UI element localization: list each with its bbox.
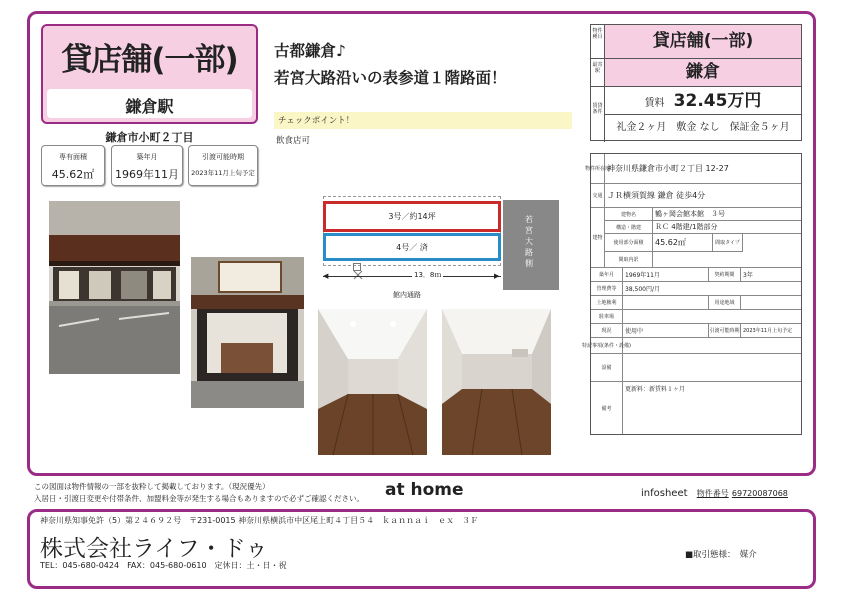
rent-value: 32.45万円 xyxy=(673,91,762,111)
row-special xyxy=(582,338,801,354)
stat-handover-value: 2023年11月上旬予定 xyxy=(191,169,255,177)
catchcopy xyxy=(274,38,574,92)
photo-entrance xyxy=(191,257,304,408)
row-parking xyxy=(591,310,801,324)
row-remarks xyxy=(591,382,801,434)
unit4-label: 4号／ 済 xyxy=(396,243,428,252)
layout-label: 間取タイプ xyxy=(713,234,743,252)
location-label: 物件所在地 xyxy=(591,154,605,183)
summary-station: 鎌倉 xyxy=(605,59,801,87)
building-label: 建物 xyxy=(591,208,605,267)
details-table xyxy=(582,153,802,435)
name-label: 建物名 xyxy=(605,208,653,221)
summary-terms: 礼金２ヶ月 敷金 なし 保証金５ヶ月 xyxy=(616,122,790,133)
photo-interior-2 xyxy=(442,309,551,455)
built-value: 1969年11月 xyxy=(623,268,709,281)
floorplan-unit4 xyxy=(323,233,501,261)
arrow-right-icon: ▶ xyxy=(494,272,500,280)
disclaimer-line1: この図面は物件情報の一部を抜粋して掲載しております。（現況優先） xyxy=(34,482,270,491)
status-label: 現況 xyxy=(591,324,623,337)
transaction-mode: ■取引態様： 媒介 xyxy=(685,550,757,560)
passage-label: 館内通路 xyxy=(393,291,421,299)
row-building xyxy=(591,208,801,268)
company-contact: TEL：045-680-0424 FAX：045-680-0610 定休日：土・日・祝 xyxy=(40,561,287,570)
stat-handover xyxy=(188,145,258,186)
disclaimer-line2: 入居日・引渡日変更や付帯条件、加盟料金等が発生する場合もありますので必ずご確認ください。 xyxy=(34,494,364,503)
stat-area xyxy=(41,145,105,186)
stat-handover-label: 引渡可能時期 xyxy=(202,153,244,161)
row-location xyxy=(585,154,801,184)
property-number-label: 物件番号 xyxy=(696,489,729,498)
summary-box xyxy=(590,24,802,141)
address-short: 鎌倉市小町２丁目 xyxy=(105,131,194,144)
property-type-title: 貸店舗(一部) xyxy=(61,42,238,78)
area-label: 使用部分面積 xyxy=(605,234,653,252)
infosheet-ref xyxy=(641,488,788,499)
built-label: 築年月 xyxy=(591,268,623,281)
unit3-label: 3号／約14坪 xyxy=(388,212,436,221)
mgmt-value: 38,500円/月 xyxy=(625,286,661,293)
summary-type: 貸店舗(一部) xyxy=(605,25,801,59)
company-name: 株式会社ライフ・ドゥ xyxy=(40,536,269,562)
zoning-label: 用途地域 xyxy=(709,296,741,309)
features-label: 間取内訳 xyxy=(605,252,653,267)
catchcopy-line1: 古都鎌倉♪ xyxy=(274,42,346,60)
station-name: 鎌倉駅 xyxy=(125,97,174,116)
summary-side-station: 最寄駅 xyxy=(591,59,605,87)
access-value: ＪＲ横須賀線 鎌倉 徒歩4分 xyxy=(607,191,706,200)
row-access xyxy=(591,184,801,208)
stat-built-label: 築年月 xyxy=(136,153,158,161)
property-number: 69720087068 xyxy=(731,489,788,498)
floorplan-column-mark xyxy=(353,263,361,271)
landrights-label: 土地権利 xyxy=(591,296,623,309)
status-value: 使用中 xyxy=(623,324,709,337)
checkpoint-text: 飲食店可 xyxy=(276,136,311,146)
equipment-label: 設備 xyxy=(591,354,623,381)
location-value: 神奈川県鎌倉市小町２丁目 12-27 xyxy=(607,164,729,173)
handover-value: 2023年11月上旬予定 xyxy=(743,328,793,334)
mgmt-label: 管理費等 xyxy=(591,282,623,295)
name-value: 鶴ヶ岡会館本館 ３号 xyxy=(653,208,801,221)
photo-interior-1 xyxy=(318,309,427,455)
summary-side-type: 物件種目 xyxy=(591,25,605,59)
parking-label: 駐車場 xyxy=(591,310,623,323)
summary-side-terms: 賃貸条件 xyxy=(591,87,605,142)
structure-value: ＲＣ 4階建/1階部分 xyxy=(653,221,801,234)
disclaimer xyxy=(34,481,364,505)
structure-label: 構造・階建 xyxy=(605,221,653,234)
row-equipment xyxy=(591,354,801,382)
remarks-value: 更新料：新賃料１ヶ月 xyxy=(625,386,686,393)
access-label: 交通 xyxy=(591,184,605,207)
stat-area-value: 45.62㎡ xyxy=(51,168,95,181)
stat-built xyxy=(111,145,183,186)
remarks-label: 備考 xyxy=(591,382,623,434)
row-land xyxy=(591,296,801,310)
row-built xyxy=(591,268,801,282)
lease-label: 契約期間 xyxy=(709,268,741,281)
row-status xyxy=(591,324,801,338)
stat-area-label: 専有面積 xyxy=(59,153,87,161)
row-mgmt xyxy=(591,282,801,296)
infosheet-label: infosheet xyxy=(641,488,688,499)
catchcopy-line2: 若宮大路沿いの表参道１階路面！ xyxy=(274,69,507,87)
lease-value: 3年 xyxy=(743,272,753,279)
street-side xyxy=(503,200,559,290)
street-label: 若宮大路側 xyxy=(525,215,533,268)
license-address: 神奈川県知事免許（5）第２４６９２号 〒231-0015 神奈川県横浜市中区尾上町４丁目５４ ｋａｎｎａｉ ｅｘ ３Ｆ xyxy=(40,516,479,525)
checkpoint-label: チェックポイント！ xyxy=(278,116,355,126)
athome-logo: at home xyxy=(385,480,464,500)
rent-label: 賃料 xyxy=(644,98,665,109)
summary-rent xyxy=(605,87,801,115)
handover-label: 引渡可能時期 xyxy=(709,324,741,337)
landrights-value xyxy=(623,296,709,309)
floorplan-unit3 xyxy=(323,201,501,232)
stat-built-value: 1969年11月 xyxy=(115,168,179,181)
special-label: 特記事項(条件・設備) xyxy=(591,338,623,353)
arrow-left-icon: ◀ xyxy=(323,272,329,280)
width-dimension: 13．8ｍ xyxy=(414,271,442,279)
area-value: 45.62㎡ xyxy=(653,234,713,252)
photo-exterior xyxy=(49,201,180,374)
